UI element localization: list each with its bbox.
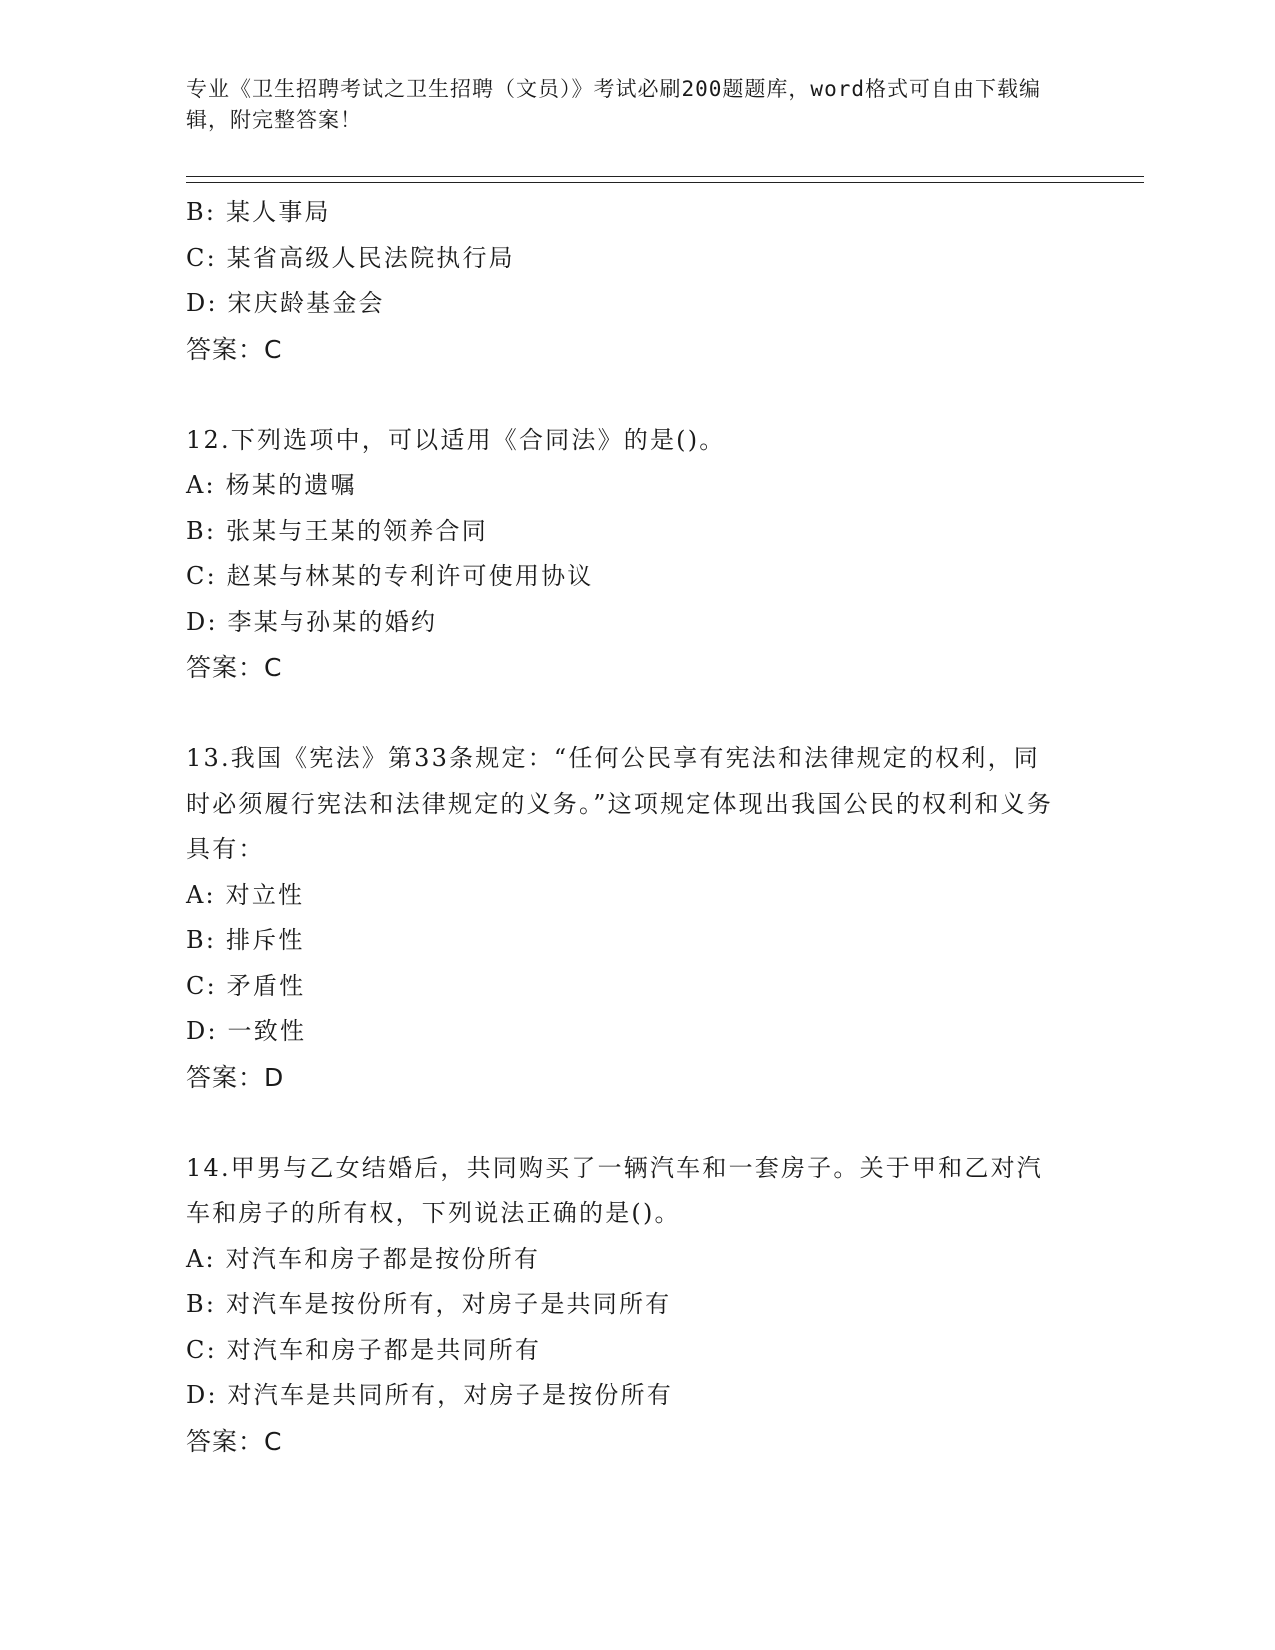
option-d: D: 李某与孙某的婚约 xyxy=(186,607,438,636)
answer-line: 答案：C xyxy=(186,334,283,364)
option-c: C: 对汽车和房子都是共同所有 xyxy=(186,1335,542,1364)
option-a: A: 对立性 xyxy=(186,880,305,909)
question-text: 12.下列选项中，可以适用《合同法》的是()。 xyxy=(186,425,726,454)
question-14 xyxy=(186,1146,1066,1465)
question-13 xyxy=(186,736,1066,1100)
answer-line: 答案：D xyxy=(186,1062,285,1092)
option-a: A: 对汽车和房子都是按份所有 xyxy=(186,1244,541,1273)
option-c: C: 赵某与林某的专利许可使用协议 xyxy=(186,562,594,590)
header-divider-bottom xyxy=(186,182,1144,183)
option-b: B: 对汽车是按份所有，对房子是共同所有 xyxy=(186,1290,672,1318)
question-text: 13.我国《宪法》第33条规定：“任何公民享有宪法和法律规定的权利，同时必须履行宪法和法律规定的义务。”这项规定体现出我国公民的权利和义务具有： xyxy=(186,744,1054,863)
option-b: B: 排斥性 xyxy=(186,926,305,954)
answer-line: 答案：C xyxy=(186,1426,283,1456)
option-d: D: 对汽车是共同所有，对房子是按份所有 xyxy=(186,1381,673,1409)
document-body xyxy=(186,190,1066,1464)
option-d: D: 宋庆龄基金会 xyxy=(186,289,385,317)
option-b: B: 某人事局 xyxy=(186,198,331,226)
option-d: D: 一致性 xyxy=(186,1017,307,1045)
answer-line: 答案：C xyxy=(186,653,283,682)
option-b: B: 张某与王某的领养合同 xyxy=(186,516,488,545)
question-12 xyxy=(186,418,1066,691)
question-text: 14.甲男与乙女结婚后，共同购买了一辆汽车和一套房子。关于甲和乙对汽车和房子的所有权，下列说法正确的是()。 xyxy=(186,1153,1043,1227)
question-11-tail xyxy=(186,190,1066,372)
header-divider-top xyxy=(186,176,1144,177)
document-header: 专业《卫生招聘考试之卫生招聘（文员）》考试必刷200题题库，word格式可自由下载编辑，附完整答案！ xyxy=(186,77,1041,132)
option-c: C: 某省高级人民法院执行局 xyxy=(186,243,515,272)
option-a: A: 杨某的遗嘱 xyxy=(186,471,357,499)
option-c: C: 矛盾性 xyxy=(186,971,306,1000)
